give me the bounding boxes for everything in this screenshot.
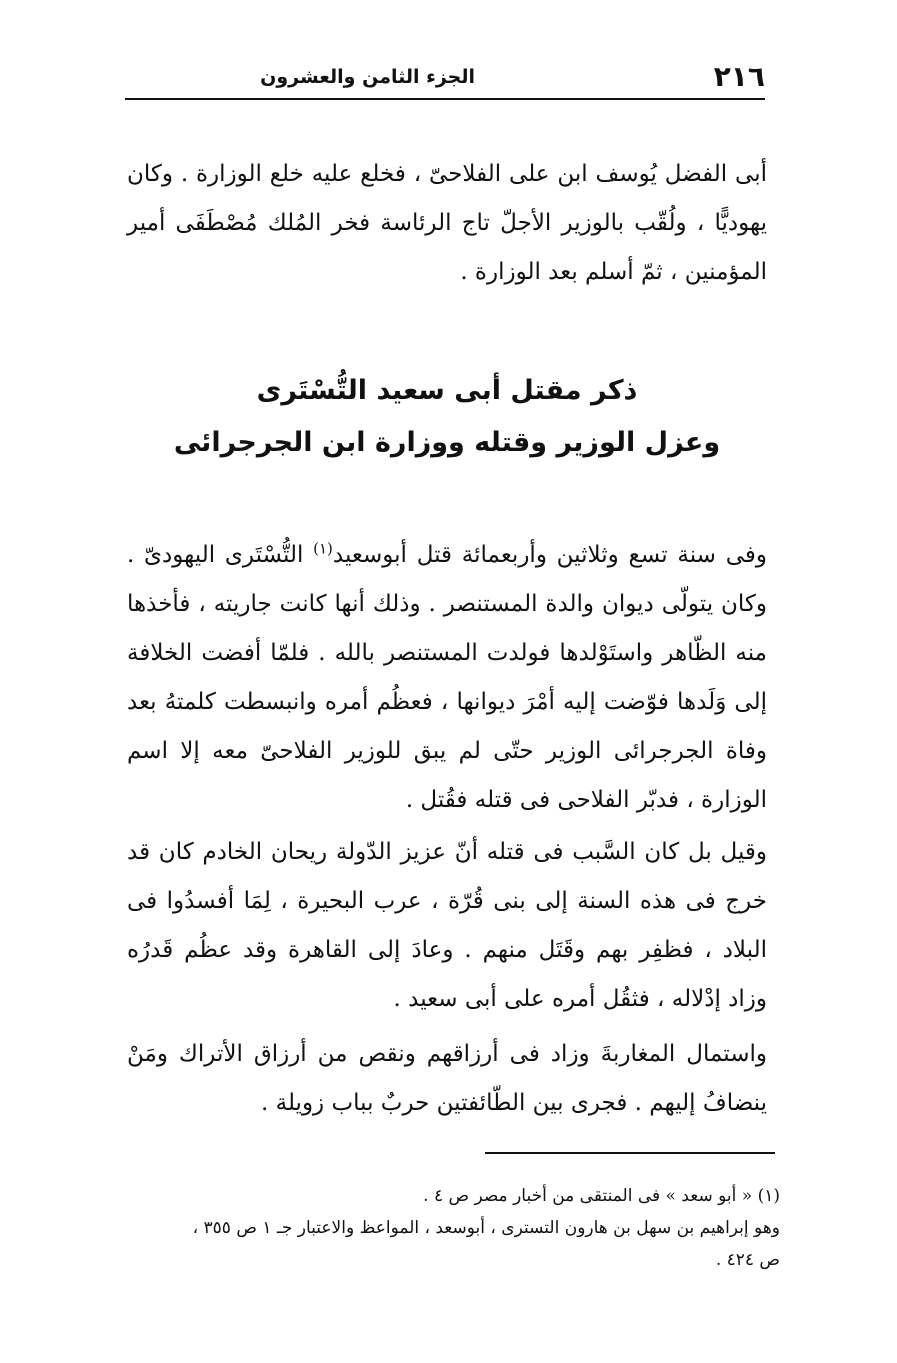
page-number: ٢١٦ [713, 60, 765, 93]
footnotes [100, 1180, 780, 1276]
paragraph-1-rest: التُّسْتَرى اليهودىّ . وكان يتولّى ديوان والدة المستنصر . وذلك أنها كانت جاريته ، فأخذها منه الظّاهر واستَوْلدها فولدت المستنصر بالله . فلمّا أفضت الخلافة إلى وَلَدها فوّضت إليه أمْرَ ديوانها ، فعظُم أمره وانبسطت كلمتهُ بعد وفاة الجرجرائى الوزير حتّى لم يبق للوزير الفلاحىّ معه إلا اسم الوزارة ، فدبّر الفلاحى فى قتله فقُتل . [127, 542, 767, 813]
paragraph-1-start: وفى سنة تسع وثلاثين وأربعمائة قتل أبوسعيد [332, 542, 767, 568]
footnote-reference: (١) [313, 539, 333, 558]
footnote-1-continuation: وهو إبراهيم بن سهل بن هارون التسترى ، أبوسعد ، المواعظ والاعتبار جـ ١ ص ٣٥٥ ، [192, 1218, 780, 1238]
footnote-1-end: ص ٤٢٤ . [715, 1250, 780, 1270]
section-heading-line-1: ذكر مقتل أبى سعيد التُّسْتَرى [256, 375, 638, 406]
footnote-divider [485, 1152, 775, 1154]
intro-paragraph: أبى الفضل يُوسف ابن على الفلاحىّ ، فخلع عليه خلع الوزارة . وكان يهوديًّا ، ولُقّب بالوزير الأجلّ تاج الرئاسة فخر المُلك مُصْطَفَى أمير المؤمنين ، ثمّ أسلم بعد الوزارة . [127, 161, 767, 285]
footnote-1-text: « أبو سعد » فى المنتقى من أخبار مصر ص ٤ . [423, 1186, 753, 1206]
section-heading-line-2: وعزل الوزير وقتله ووزارة ابن الجرجرائى [173, 427, 721, 458]
paragraph-3: واستمال المغاربةَ وزاد فى أرزاقهم ونقص من أرزاق الأتراك ومَنْ ينضافُ إليهم . فجرى بين الطّائفتين حربٌ بباب زويلة . [127, 1041, 767, 1116]
section-heading [127, 365, 767, 469]
footnote-marker: (١) [757, 1186, 780, 1206]
running-header [125, 58, 765, 100]
paragraph-1 [127, 531, 767, 825]
footnote-1 [100, 1180, 780, 1212]
running-title: الجزء الثامن والعشرون [260, 66, 475, 88]
paragraph-2: وقيل بل كان السَّبب فى قتله أنّ عزيز الدّولة ريحان الخادم كان قد خرج فى هذه السنة إلى بنى قُرّة ، عرب البحيرة ، لِمَا أفسدُوا فى البلاد ، فظفِر بهم وقَتَل منهم . وعادَ إلى القاهرة وقد عظُم قَدرُه وزاد إدْلاله ، فثقُل أمره على أبى سعيد . [127, 839, 767, 1012]
